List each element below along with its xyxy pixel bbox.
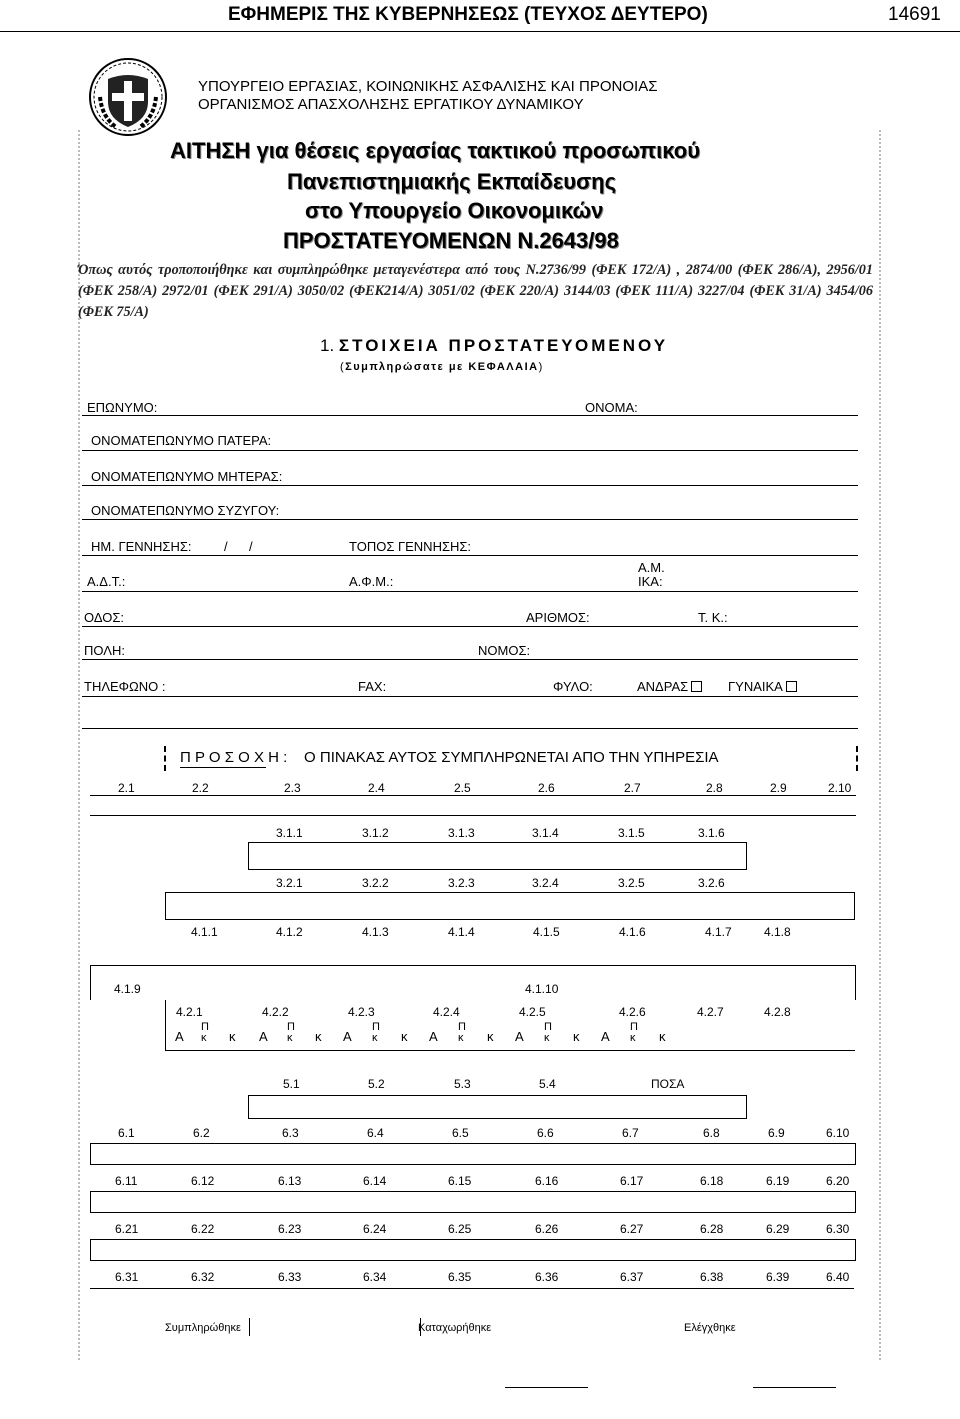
cell-6-32[interactable]: 6.32: [191, 1270, 215, 1284]
row6d-top: [90, 1288, 854, 1289]
cell-3-2-5[interactable]: 3.2.5: [618, 876, 645, 890]
cell-4-2-1[interactable]: 4.2.1: [176, 1005, 203, 1019]
filled-divider: [249, 1318, 250, 1336]
cell-6-16[interactable]: 6.16: [535, 1174, 559, 1188]
cell-2-8[interactable]: 2.8: [706, 781, 723, 795]
birthdate-label: ΗΜ. ΓΕΝΝΗΣΗΣ:: [91, 539, 192, 554]
row42-left: [165, 1000, 166, 1050]
row32-box: [165, 892, 855, 920]
cell-4-1-3[interactable]: 4.1.3: [362, 925, 389, 939]
cell-6-26[interactable]: 6.26: [535, 1222, 559, 1236]
sub-kk-4: κ: [487, 1029, 494, 1044]
sub-k-4: κ: [458, 1032, 464, 1044]
sex-male-option[interactable]: [637, 679, 702, 694]
cell-6-23[interactable]: 6.23: [278, 1222, 302, 1236]
cell-2-4[interactable]: 2.4: [368, 781, 385, 795]
phone-line[interactable]: [82, 696, 858, 697]
cell-2-10[interactable]: 2.10: [828, 781, 852, 795]
cell-6-9[interactable]: 6.9: [768, 1126, 785, 1140]
prefecture-label: ΝΟΜΟΣ:: [478, 643, 531, 658]
row31-box: [248, 842, 747, 870]
birthdate-slash-1: /: [224, 539, 228, 554]
cell-6-33[interactable]: 6.33: [278, 1270, 302, 1284]
cell-6-37[interactable]: 6.37: [620, 1270, 644, 1284]
row-6d: [80, 1264, 860, 1294]
cell-4-2-5[interactable]: 4.2.5: [519, 1005, 546, 1019]
sub-k-5: κ: [544, 1032, 550, 1044]
sub-kk-1: κ: [229, 1029, 236, 1044]
signature-line-2[interactable]: [753, 1387, 836, 1388]
cell-6-4[interactable]: 6.4: [367, 1126, 384, 1140]
cell-3-2-6[interactable]: 3.2.6: [698, 876, 725, 890]
cell-2-7[interactable]: 2.7: [624, 781, 641, 795]
cell-3-2-3[interactable]: 3.2.3: [448, 876, 475, 890]
section1-number: 1.: [320, 336, 335, 355]
cell-6-39[interactable]: 6.39: [766, 1270, 790, 1284]
cell-5-total[interactable]: ΠΟΣΑ: [651, 1077, 685, 1091]
sex-female-option[interactable]: [728, 679, 797, 694]
sub-text: Συμπληρώσατε με ΚΕΦΑΛΑΙΑ: [345, 361, 539, 373]
cell-4-2-8[interactable]: 4.2.8: [764, 1005, 791, 1019]
male-checkbox[interactable]: [691, 681, 702, 692]
row42-bottom: [165, 1050, 855, 1051]
journal-title: ΕΦΗΜΕΡΙΣ ΤΗΣ ΚΥΒΕΡΝΗΣΕΩΣ (ΤΕΥΧΟΣ ΔΕΥΤΕΡΟ): [228, 4, 708, 25]
cell-4-1-2[interactable]: 4.1.2: [276, 925, 303, 939]
cell-6-31[interactable]: 6.31: [115, 1270, 139, 1284]
sub-p-2: Π: [287, 1021, 295, 1033]
sub-a-2: Α: [259, 1029, 268, 1044]
cell-3-1-4[interactable]: 3.1.4: [532, 826, 559, 840]
registered-divider: [420, 1318, 421, 1336]
sub-a-3: Α: [343, 1029, 352, 1044]
section1-title: ΣΤΟΙΧΕΙΑ ΠΡΟΣΤΑΤΕΥΟΜΕΝΟΥ: [338, 336, 669, 355]
cell-6-36[interactable]: 6.36: [535, 1270, 559, 1284]
right-dotted-border: [879, 130, 881, 1360]
cell-3-1-1[interactable]: 3.1.1: [276, 826, 303, 840]
cell-6-13[interactable]: 6.13: [278, 1174, 302, 1188]
cell-6-27[interactable]: 6.27: [620, 1222, 644, 1236]
cell-2-3[interactable]: 2.3: [284, 781, 301, 795]
birth-line[interactable]: [82, 555, 858, 556]
city-label: ΠΟΛΗ:: [84, 643, 125, 658]
form-title-line3: στο Υπουργείο Οικονομικών: [305, 198, 604, 223]
cell-6-5[interactable]: 6.5: [452, 1126, 469, 1140]
cell-2-6[interactable]: 2.6: [538, 781, 555, 795]
cell-3-1-5[interactable]: 3.1.5: [618, 826, 645, 840]
am-label: Α.Μ.: [638, 560, 665, 575]
ministry-name: ΥΠΟΥΡΓΕΙΟ ΕΡΓΑΣΙΑΣ, ΚΟΙΝΩΝΙΚΗΣ ΑΣΦΑΛΙΣΗΣ ΚΑΙ ΠΡΟΝΟΙΑΣ: [198, 78, 658, 95]
cell-4-1-7[interactable]: 4.1.7: [705, 925, 732, 939]
cell-4-2-2[interactable]: 4.2.2: [262, 1005, 289, 1019]
cell-3-1-3[interactable]: 3.1.3: [448, 826, 475, 840]
signature-line-1[interactable]: [505, 1387, 588, 1388]
sub-k-1: κ: [201, 1032, 207, 1044]
sub-p-4: Π: [458, 1021, 466, 1033]
row6c-box: [90, 1239, 856, 1261]
cell-6-25[interactable]: 6.25: [448, 1222, 472, 1236]
sub-p-5: Π: [544, 1021, 552, 1033]
cell-3-2-4[interactable]: 3.2.4: [532, 876, 559, 890]
cell-6-3[interactable]: 6.3: [282, 1126, 299, 1140]
row2-bottom-line: [90, 815, 856, 816]
sub-paren-close: ): [538, 361, 544, 373]
cell-3-2-2[interactable]: 3.2.2: [362, 876, 389, 890]
section1-heading: [320, 336, 668, 356]
father-label: ΟΝΟΜΑΤΕΠΩΝΥΜΟ ΠΑΤΕΡΑ:: [91, 433, 272, 448]
male-label: ΑΝΔΡΑΣ: [637, 679, 689, 694]
notice: [180, 749, 719, 766]
id-line[interactable]: [82, 591, 858, 592]
cell-2-5[interactable]: 2.5: [454, 781, 471, 795]
row41-bottom: [90, 965, 856, 966]
cell-6-28[interactable]: 6.28: [700, 1222, 724, 1236]
header-rule: [0, 31, 960, 32]
form-title-line2: Πανεπιστημιακής Εκπαίδευσης: [287, 169, 617, 194]
row419-right: [855, 965, 856, 1000]
cell-5-1[interactable]: 5.1: [283, 1077, 300, 1091]
cell-4-1-6[interactable]: 4.1.6: [619, 925, 646, 939]
fax-label: FAX:: [358, 679, 387, 694]
afm-label: Α.Φ.Μ.:: [349, 574, 394, 589]
sub-p-1: Π: [201, 1021, 209, 1033]
cell-6-12[interactable]: 6.12: [191, 1174, 215, 1188]
extra-line[interactable]: [82, 728, 858, 729]
cell-6-34[interactable]: 6.34: [363, 1270, 387, 1284]
cell-6-30[interactable]: 6.30: [826, 1222, 850, 1236]
sub-p-3: Π: [372, 1021, 380, 1033]
cell-4-1-10[interactable]: 4.1.10: [525, 982, 559, 996]
cell-3-1-6[interactable]: 3.1.6: [698, 826, 725, 840]
section1-subtitle: [340, 361, 544, 373]
sub-kk-3: κ: [401, 1029, 408, 1044]
page-number: 14691: [888, 4, 941, 25]
adt-label: Α.Δ.Τ.:: [87, 574, 126, 589]
sub-kk-2: κ: [315, 1029, 322, 1044]
cell-3-1-2[interactable]: 3.1.2: [362, 826, 389, 840]
sub-k-3: κ: [372, 1032, 378, 1044]
postal-code-label: Τ. Κ.:: [698, 610, 728, 625]
surname-label: ΕΠΩΝΥΜΟ:: [87, 400, 158, 415]
cell-6-24[interactable]: 6.24: [363, 1222, 387, 1236]
cell-4-2-7[interactable]: 4.2.7: [697, 1005, 724, 1019]
street-label: ΟΔΟΣ:: [84, 610, 125, 625]
cell-2-2[interactable]: 2.2: [192, 781, 209, 795]
sub-kk-6: κ: [659, 1029, 666, 1044]
cell-6-8[interactable]: 6.8: [703, 1126, 720, 1140]
sub-a-6: Α: [601, 1029, 610, 1044]
cell-4-2-6[interactable]: 4.2.6: [619, 1005, 646, 1019]
registered-label: Καταχωρήθηκε: [418, 1322, 492, 1334]
row-4-2-sub: [165, 1018, 685, 1048]
cell-6-6[interactable]: 6.6: [537, 1126, 554, 1140]
cell-6-35[interactable]: 6.35: [448, 1270, 472, 1284]
form-title-line1: ΑΙΤΗΣΗ για θέσεις εργασίας τακτικού προσωπικού: [170, 138, 701, 163]
row419-left: [90, 965, 91, 1000]
sub-k-6: κ: [630, 1032, 636, 1044]
row6a-box: [90, 1143, 856, 1165]
cell-4-1-1[interactable]: 4.1.1: [191, 925, 218, 939]
row-4-1: [165, 918, 865, 948]
sub-a-1: Α: [175, 1029, 184, 1044]
cell-6-29[interactable]: 6.29: [766, 1222, 790, 1236]
notice-label: Π Ρ Ο Σ Ο Χ Η :: [180, 749, 288, 766]
spouse-label: ΟΝΟΜΑΤΕΠΩΝΥΜΟ ΣΥΖΥΓΟΥ:: [91, 503, 280, 518]
cell-4-1-4[interactable]: 4.1.4: [448, 925, 475, 939]
spouse-line[interactable]: [82, 519, 858, 520]
cell-5-2[interactable]: 5.2: [368, 1077, 385, 1091]
law-reference-text: Όπως αυτός τροποποιήθηκε και συμπληρώθηκε μεταγενέστερα από τους Ν.2736/99 (ΦΕΚ 172/Α) , 2874/00 (ΦΕΚ 286/Α), 2956/01 (ΦΕΚ 258/Α) 2972/01 (ΦΕΚ 291/Α) 3050/02 (ΦΕΚ214/Α) 3051/02 (ΦΕΚ 220/Α) 3144/03 (ΦΕΚ 111/Α) 3227/04 (ΦΕΚ 31/Α) 3454/06 (ΦΕΚ 75/Α): [78, 262, 873, 320]
cell-6-11[interactable]: 6.11: [115, 1174, 138, 1188]
cell-6-2[interactable]: 6.2: [193, 1126, 210, 1140]
ika-label: ΙΚΑ:: [638, 574, 663, 589]
cell-3-2-1[interactable]: 3.2.1: [276, 876, 303, 890]
greek-emblem-icon: [88, 57, 168, 137]
cell-6-21[interactable]: 6.21: [115, 1222, 139, 1236]
city-line[interactable]: [82, 659, 858, 660]
notice-underline: [180, 767, 266, 768]
sub-paren-open: (: [340, 361, 346, 373]
cell-6-17[interactable]: 6.17: [620, 1174, 644, 1188]
notice-text: Ο ΠΙΝΑΚΑΣ ΑΥΤΟΣ ΣΥΜΠΛΗΡΩΝΕΤΑΙ ΑΠΟ ΤΗΝ ΥΠΗΡΕΣΙΑ: [304, 749, 719, 766]
cell-5-4[interactable]: 5.4: [539, 1077, 556, 1091]
address-line[interactable]: [82, 626, 858, 627]
sub-a-4: Α: [429, 1029, 438, 1044]
cell-6-10[interactable]: 6.10: [826, 1126, 850, 1140]
birthplace-label: ΤΟΠΟΣ ΓΕΝΝΗΣΗΣ:: [349, 539, 472, 554]
cell-2-1[interactable]: 2.1: [118, 781, 135, 795]
cell-4-1-8[interactable]: 4.1.8: [764, 925, 791, 939]
cell-6-40[interactable]: 6.40: [826, 1270, 850, 1284]
birthdate-slash-2: /: [249, 539, 253, 554]
cell-4-1-5[interactable]: 4.1.5: [533, 925, 560, 939]
female-checkbox[interactable]: [786, 681, 797, 692]
row2-top-line: [90, 795, 856, 796]
cell-6-1[interactable]: 6.1: [118, 1126, 135, 1140]
cell-6-7[interactable]: 6.7: [622, 1126, 639, 1140]
name-label: ΟΝΟΜΑ:: [585, 400, 638, 415]
cell-6-38[interactable]: 6.38: [700, 1270, 724, 1284]
cell-2-9[interactable]: 2.9: [770, 781, 787, 795]
cell-4-2-4[interactable]: 4.2.4: [433, 1005, 460, 1019]
cell-4-1-9[interactable]: 4.1.9: [114, 982, 141, 996]
sub-kk-5: κ: [573, 1029, 580, 1044]
cell-6-22[interactable]: 6.22: [191, 1222, 215, 1236]
sub-k-2: κ: [287, 1032, 293, 1044]
form-title-line4: ΠΡΟΣΤΑΤΕΥΟΜΕΝΩΝ Ν.2643/98: [283, 228, 619, 253]
cell-5-3[interactable]: 5.3: [454, 1077, 471, 1091]
filled-label: Συμπληρώθηκε: [165, 1322, 241, 1334]
mother-line[interactable]: [82, 485, 858, 486]
father-line[interactable]: [82, 450, 858, 451]
cell-4-2-3[interactable]: 4.2.3: [348, 1005, 375, 1019]
sub-a-5: Α: [515, 1029, 524, 1044]
row6b-box: [90, 1191, 856, 1213]
mother-label: ΟΝΟΜΑΤΕΠΩΝΥΜΟ ΜΗΤΕΡΑΣ:: [91, 469, 283, 484]
sex-label: ΦΥΛΟ:: [553, 679, 593, 694]
checked-label: Ελέγχθηκε: [684, 1322, 736, 1334]
row5-box: [248, 1095, 747, 1119]
cell-6-15[interactable]: 6.15: [448, 1174, 472, 1188]
number-label: ΑΡΙΘΜΟΣ:: [526, 610, 590, 625]
phone-label: ΤΗΛΕΦΩΝΟ :: [84, 679, 166, 694]
organization-name: ΟΡΓΑΝΙΣΜΟΣ ΑΠΑΣΧΟΛΗΣΗΣ ΕΡΓΑΤΙΚΟΥ ΔΥΝΑΜΙΚΟΥ: [198, 96, 584, 113]
cell-6-14[interactable]: 6.14: [363, 1174, 387, 1188]
cell-6-18[interactable]: 6.18: [700, 1174, 724, 1188]
cell-6-19[interactable]: 6.19: [766, 1174, 790, 1188]
sub-p-6: Π: [630, 1021, 638, 1033]
cell-6-20[interactable]: 6.20: [826, 1174, 850, 1188]
female-label: ΓΥΝΑΙΚΑ: [728, 679, 783, 694]
surname-name-line[interactable]: [82, 415, 858, 416]
